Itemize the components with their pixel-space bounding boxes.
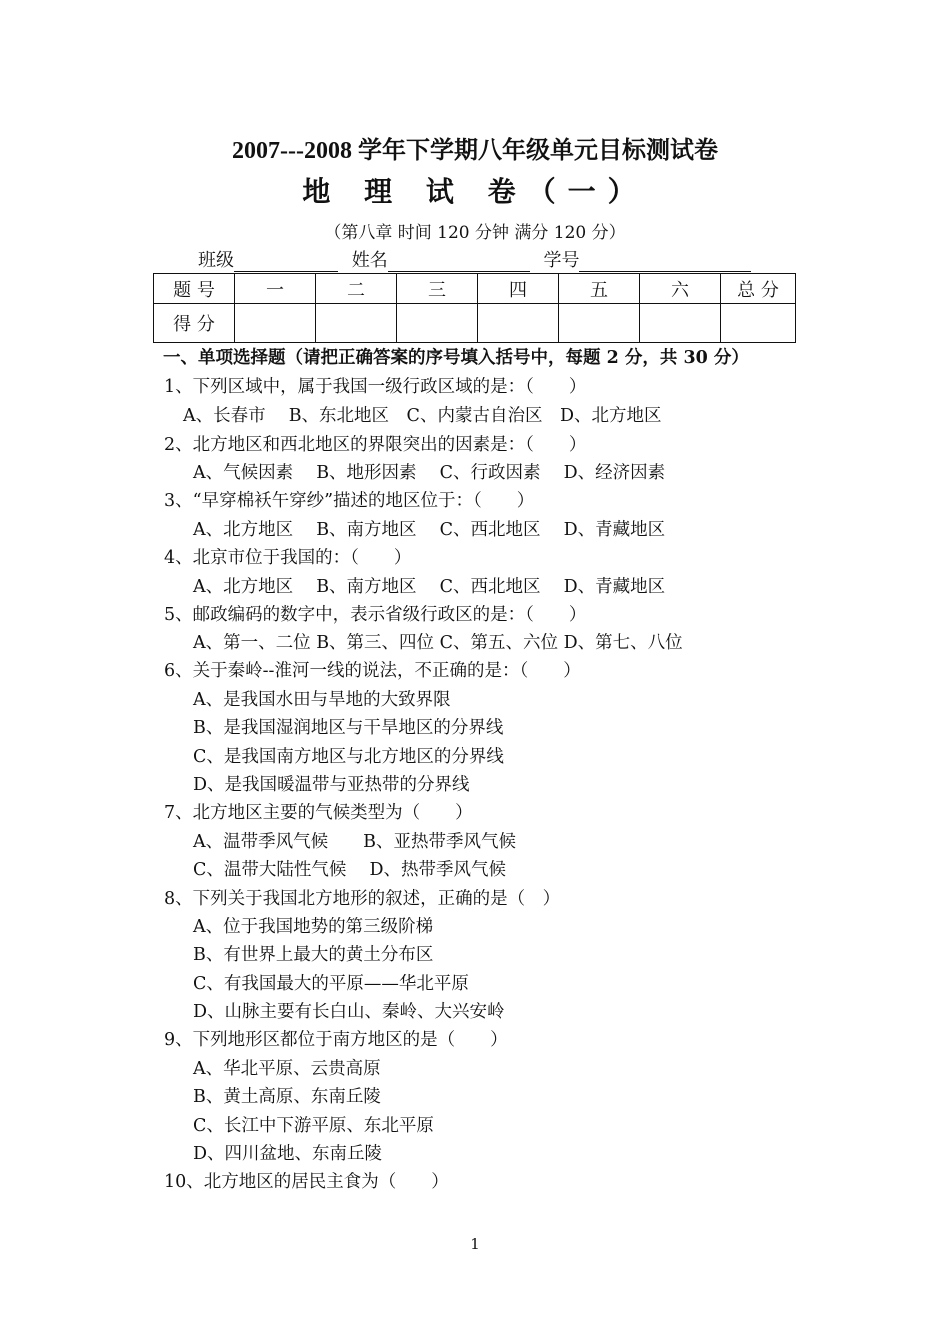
question-stem: 3、“早穿棉袄午穿纱”描述的地区位于：（ ） xyxy=(164,491,535,511)
question-option: D、四川盆地、东南丘陵 xyxy=(193,1144,383,1164)
question-stem: 7、北方地区主要的气候类型为（ ） xyxy=(164,803,473,823)
score-row-label: 得 分 xyxy=(154,304,235,343)
question-option: D、是我国暖温带与亚热带的分界线 xyxy=(193,775,470,795)
score-table xyxy=(153,273,796,343)
question-options: A、长春市 B、东北地区 C、内蒙古自治区 D、北方地区 xyxy=(183,406,662,426)
score-input-1[interactable] xyxy=(235,304,316,343)
score-cell-2: 二 xyxy=(316,274,397,304)
question-stem: 1、下列区域中，属于我国一级行政区域的是：（ ） xyxy=(164,377,587,397)
question-option: A、华北平原、云贵高原 xyxy=(193,1059,381,1079)
question-stem: 6、关于秦岭--淮河一线的说法，不正确的是：（ ） xyxy=(164,661,581,681)
question-option: B、是我国湿润地区与干旱地区的分界线 xyxy=(193,718,504,738)
id-blank[interactable] xyxy=(579,253,751,272)
question-stem: 5、邮政编码的数字中，表示省级行政区的是：（ ） xyxy=(164,605,587,625)
score-input-total[interactable] xyxy=(721,304,796,343)
question-option: C、长江中下游平原、东北平原 xyxy=(193,1116,434,1136)
score-cell-3: 三 xyxy=(397,274,478,304)
exam-subtitle: 地 理 试 卷（一） xyxy=(302,175,648,208)
question-options: A、北方地区 B、南方地区 C、西北地区 D、青藏地区 xyxy=(193,520,666,540)
score-cell-4: 四 xyxy=(478,274,559,304)
score-input-5[interactable] xyxy=(559,304,640,343)
question-option: C、是我国南方地区与北方地区的分界线 xyxy=(193,747,504,767)
question-option: A、位于我国地势的第三级阶梯 xyxy=(193,917,434,937)
question-stem: 9、下列地形区都位于南方地区的是（ ） xyxy=(164,1030,508,1050)
question-option: A、是我国水田与旱地的大致界限 xyxy=(193,690,451,710)
question-stem: 2、北方地区和西北地区的界限突出的因素是：（ ） xyxy=(164,435,587,455)
question-option: D、山脉主要有长白山、秦岭、大兴安岭 xyxy=(193,1002,505,1022)
class-blank[interactable] xyxy=(234,253,338,272)
question-option: C、温带大陆性气候 D、热带季风气候 xyxy=(193,860,506,880)
page-number: 1 xyxy=(470,1235,480,1253)
question-stem: 4、北京市位于我国的：（ ） xyxy=(164,548,412,568)
score-input-3[interactable] xyxy=(397,304,478,343)
section-heading: 一、单项选择题（请把正确答案的序号填入括号中，每题 2 分，共 30 分） xyxy=(163,348,749,368)
exam-title: 2007---2008 学年下学期八年级单元目标测试卷 xyxy=(232,138,718,164)
score-cell-1: 一 xyxy=(235,274,316,304)
question-options: A、气候因素 B、地形因素 C、行政因素 D、经济因素 xyxy=(193,463,666,483)
question-options: A、第一、二位 B、第三、四位 C、第五、六位 D、第七、八位 xyxy=(193,633,683,653)
question-stem: 8、下列关于我国北方地形的叙述，正确的是（ ） xyxy=(164,889,561,909)
score-cell-label: 题 号 xyxy=(154,274,235,304)
question-option: C、有我国最大的平原——华北平原 xyxy=(193,974,469,994)
question-stem: 10、北方地区的居民主食为（ ） xyxy=(164,1172,449,1192)
question-options: A、北方地区 B、南方地区 C、西北地区 D、青藏地区 xyxy=(193,577,666,597)
question-option: B、黄土高原、东南丘陵 xyxy=(193,1087,381,1107)
score-cell-total: 总 分 xyxy=(721,274,796,304)
name-label: 姓名 xyxy=(351,250,388,271)
question-option: A、温带季风气候 B、亚热带季风气候 xyxy=(193,832,516,852)
score-table-header-row xyxy=(154,274,796,304)
score-input-6[interactable] xyxy=(640,304,721,343)
question-option: B、有世界上最大的黄土分布区 xyxy=(193,945,434,965)
score-cell-6: 六 xyxy=(640,274,721,304)
class-label: 班级 xyxy=(198,250,234,271)
score-table-score-row xyxy=(154,304,796,343)
id-label: 学号 xyxy=(543,250,580,271)
score-input-4[interactable] xyxy=(478,304,559,343)
score-cell-5: 五 xyxy=(559,274,640,304)
score-input-2[interactable] xyxy=(316,304,397,343)
exam-meta: （第八章 时间 120 分钟 满分 120 分） xyxy=(324,223,626,243)
name-blank[interactable] xyxy=(388,253,530,272)
student-info-fields xyxy=(198,246,751,272)
